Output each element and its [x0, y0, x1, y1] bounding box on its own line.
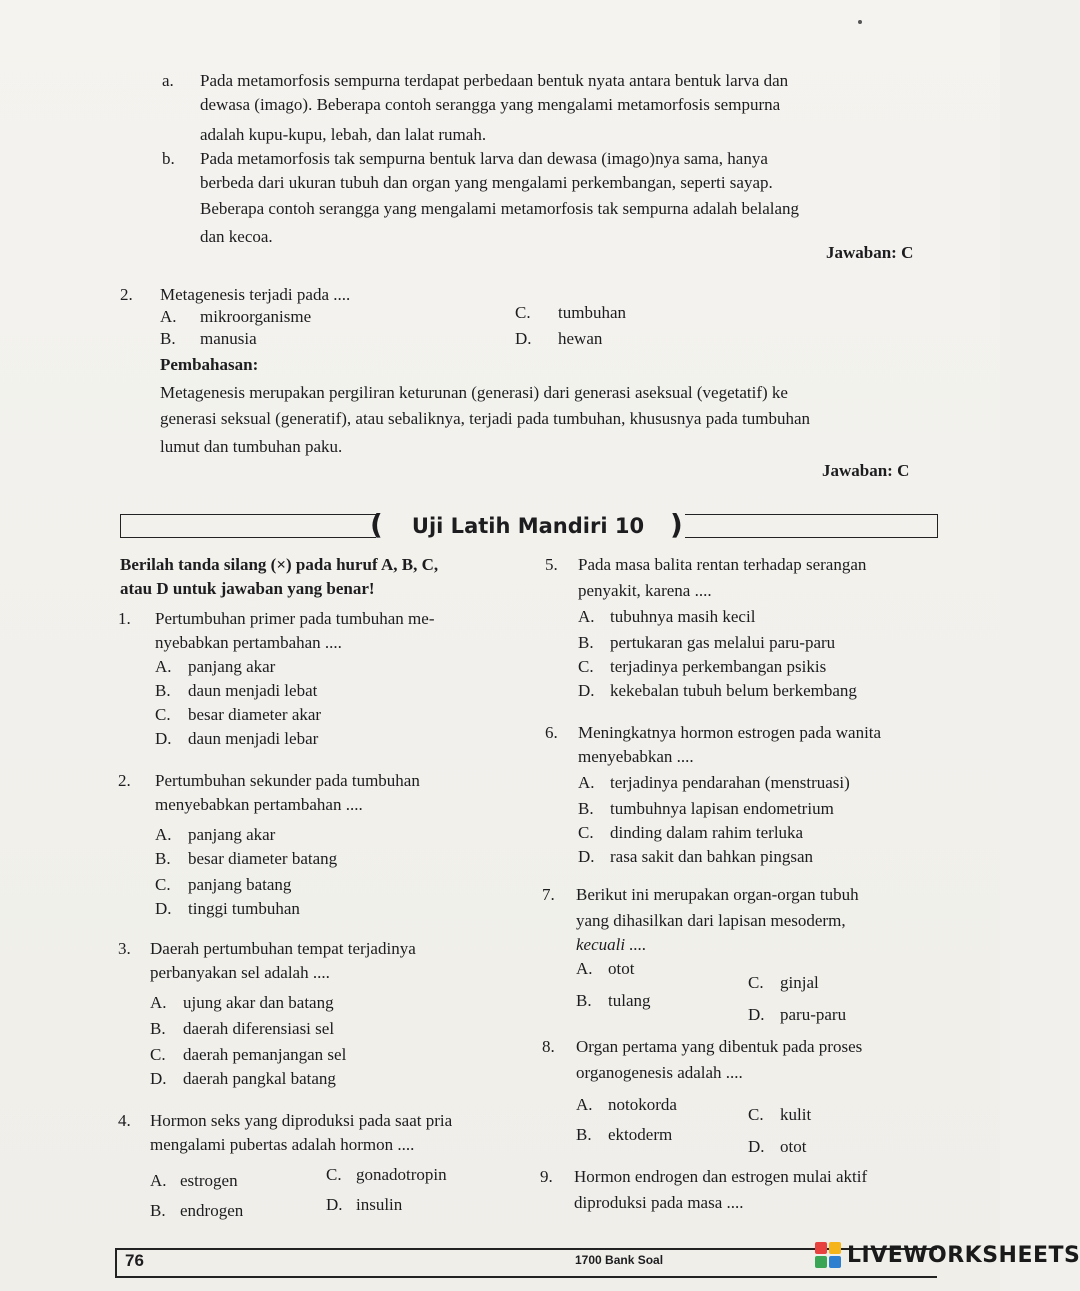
item-a-marker: a. [162, 71, 174, 90]
question-text: diproduksi pada masa .... [574, 1193, 744, 1212]
option-text: daerah diferensiasi sel [183, 1019, 335, 1038]
question-text: mengalami pubertas adalah hormon .... [150, 1135, 415, 1154]
option-letter: C. [578, 823, 594, 842]
option-letter: D. [150, 1069, 167, 1088]
question-text: Pertumbuhan primer pada tumbuhan me- [155, 609, 435, 628]
option-letter: A. [160, 307, 177, 326]
option-text: estrogen [180, 1171, 238, 1190]
option-letter: B. [155, 849, 171, 868]
option-letter: B. [150, 1201, 166, 1220]
question-text: perbanyakan sel adalah .... [150, 963, 330, 982]
instruction-line-1: Berilah tanda silang (×) pada huruf A, B, C, [120, 555, 439, 574]
item-b-marker: b. [162, 149, 175, 168]
answer-label: Jawaban: C [822, 461, 910, 480]
question-number: 4. [118, 1111, 131, 1130]
option-text: otot [780, 1137, 807, 1156]
item-b-line-3: Beberapa contoh serangga yang mengalami metamorfosis tak sempurna adalah belalang [200, 199, 800, 218]
option-letter: A. [155, 657, 172, 676]
question-number: 2. [118, 771, 131, 790]
question-text: Organ pertama yang dibentuk pada proses [576, 1037, 863, 1056]
answer-label: Jawaban: C [826, 243, 914, 262]
option-letter: A. [576, 959, 593, 978]
option-text: panjang akar [188, 657, 276, 676]
question-text: Berikut ini merupakan organ-organ tubuh [576, 885, 859, 904]
banner-frame-left [120, 514, 376, 538]
option-text: terjadinya perkembangan psikis [610, 657, 827, 676]
option-text: daerah pemanjangan sel [183, 1045, 347, 1064]
banner-frame-right [685, 514, 938, 538]
option-text: pertukaran gas melalui paru-paru [610, 633, 836, 652]
option-text: rasa sakit dan bahkan pingsan [610, 847, 813, 866]
option-letter: D. [155, 729, 172, 748]
option-text: kulit [780, 1105, 812, 1124]
option-text: dinding dalam rahim terluka [610, 823, 804, 842]
question-text: Hormon seks yang diproduksi pada saat pria [150, 1111, 453, 1130]
option-text: tumbuhnya lapisan endometrium [610, 799, 834, 818]
logo-square-red [815, 1242, 827, 1254]
option-text: manusia [200, 329, 257, 348]
footer-bar [115, 1248, 937, 1278]
option-text: besar diameter akar [188, 705, 322, 724]
option-letter: D. [748, 1005, 765, 1024]
item-b-line-4: dan kecoa. [200, 227, 273, 246]
item-a-line-3: adalah kupu-kupu, lebah, dan lalat rumah. [200, 125, 487, 144]
book-title: 1700 Bank Soal [575, 1253, 664, 1267]
option-letter: C. [748, 1105, 764, 1124]
question-text: Hormon endrogen dan estrogen mulai aktif [574, 1167, 868, 1186]
option-text: mikroorganisme [200, 307, 312, 326]
option-text: notokorda [608, 1095, 677, 1114]
item-b-line-1: Pada metamorfosis tak sempurna bentuk larva dan dewasa (imago)nya sama, hanya [200, 149, 768, 168]
question-text: Metagenesis terjadi pada .... [160, 285, 351, 304]
option-letter: C. [150, 1045, 166, 1064]
question-text: Pertumbuhan sekunder pada tumbuhan [155, 771, 420, 790]
option-text: ektoderm [608, 1125, 673, 1144]
speck-mark [858, 20, 862, 24]
question-number: 5. [545, 555, 558, 574]
option-letter: B. [578, 799, 594, 818]
option-letter: C. [748, 973, 764, 992]
option-text: daun menjadi lebar [188, 729, 319, 748]
question-text: Pada masa balita rentan terhadap serangan [578, 555, 867, 574]
option-letter: C. [578, 657, 594, 676]
option-text: otot [608, 959, 635, 978]
explanation-line-3: lumut dan tumbuhan paku. [160, 437, 343, 456]
question-text: yang dihasilkan dari lapisan mesoderm, [576, 911, 846, 930]
option-letter: A. [150, 993, 167, 1012]
watermark [815, 1242, 1080, 1268]
option-text: terjadinya pendarahan (menstruasi) [610, 773, 850, 792]
option-letter: D. [515, 329, 532, 348]
question-text: penyakit, karena .... [578, 581, 712, 600]
option-text: tulang [608, 991, 651, 1010]
option-letter: D. [748, 1137, 765, 1156]
option-letter: D. [326, 1195, 343, 1214]
logo-square-green [815, 1256, 827, 1268]
section-banner [120, 508, 938, 542]
option-text: gonadotropin [356, 1165, 447, 1184]
option-text: kekebalan tubuh belum berkembang [610, 681, 857, 700]
logo-square-yellow [829, 1242, 841, 1254]
question-number: 1. [118, 609, 131, 628]
option-text: daun menjadi lebat [188, 681, 318, 700]
option-letter: D. [155, 899, 172, 918]
option-letter: A. [155, 825, 172, 844]
option-text: tumbuhan [558, 303, 626, 322]
page-number: 76 [125, 1251, 144, 1270]
option-letter: B. [578, 633, 594, 652]
logo-square-blue [829, 1256, 841, 1268]
explanation-line-1: Metagenesis merupakan pergiliran keturunan (generasi) dari generasi aseksual (vegetatif) ke [160, 383, 788, 402]
option-text: daerah pangkal batang [183, 1069, 336, 1088]
question-text: menyebabkan .... [578, 747, 694, 766]
item-a-line-2: dewasa (imago). Beberapa contoh serangga yang mengalami metamorfosis sempurna [200, 95, 781, 114]
question-text: Daerah pertumbuhan tempat terjadinya [150, 939, 416, 958]
option-letter: C. [326, 1165, 342, 1184]
option-text: panjang batang [188, 875, 292, 894]
option-letter: B. [576, 1125, 592, 1144]
question-number: 7. [542, 885, 555, 904]
question-number: 2. [120, 285, 133, 304]
option-text: besar diameter batang [188, 849, 338, 868]
option-letter: A. [150, 1171, 167, 1190]
option-text: endrogen [180, 1201, 244, 1220]
option-letter: A. [578, 607, 595, 626]
option-text: insulin [356, 1195, 403, 1214]
option-text: ginjal [780, 973, 819, 992]
option-letter: B. [150, 1019, 166, 1038]
option-letter: C. [515, 303, 531, 322]
question-text: organogenesis adalah .... [576, 1063, 743, 1082]
option-letter: B. [155, 681, 171, 700]
option-letter: B. [160, 329, 176, 348]
item-a-line-1: Pada metamorfosis sempurna terdapat perbedaan bentuk nyata antara bentuk larva dan [200, 71, 789, 90]
question-text: nyebabkan pertambahan .... [155, 633, 342, 652]
item-b-line-2: berbeda dari ukuran tubuh dan organ yang mengalami perkembangan, seperti sayap. [200, 173, 773, 192]
option-text: tubuhnya masih kecil [610, 607, 756, 626]
option-text: paru-paru [780, 1005, 847, 1024]
option-text: hewan [558, 329, 603, 348]
option-text: panjang akar [188, 825, 276, 844]
explanation-line-2: generasi seksual (generatif), atau sebaliknya, terjadi pada tumbuhan, khususnya pada tumbuhan [160, 409, 811, 428]
option-text: tinggi tumbuhan [188, 899, 300, 918]
question-number: 8. [542, 1037, 555, 1056]
pembahasan-heading: Pembahasan: [160, 355, 259, 374]
question-number: 6. [545, 723, 558, 742]
question-number: 9. [540, 1167, 553, 1186]
question-number: 3. [118, 939, 131, 958]
question-text: menyebabkan pertambahan .... [155, 795, 363, 814]
banner-paren-open: ( [370, 508, 383, 541]
option-letter: D. [578, 847, 595, 866]
option-letter: D. [578, 681, 595, 700]
banner-paren-close: ) [670, 508, 683, 541]
option-letter: A. [578, 773, 595, 792]
instruction-line-2: atau D untuk jawaban yang benar! [120, 579, 375, 598]
option-letter: C. [155, 875, 171, 894]
option-letter: B. [576, 991, 592, 1010]
question-text: Meningkatnya hormon estrogen pada wanita [578, 723, 882, 742]
option-letter: A. [576, 1095, 593, 1114]
section-title: Uji Latih Mandiri 10 [411, 514, 645, 538]
option-letter: C. [155, 705, 171, 724]
watermark-text: LIVEWORKSHEETS [847, 1242, 1080, 1268]
page-footer [115, 1240, 1080, 1280]
option-text: ujung akar dan batang [183, 993, 334, 1012]
liveworksheets-logo-icon [815, 1242, 841, 1268]
question-text-italic: kecuali .... [576, 935, 647, 954]
